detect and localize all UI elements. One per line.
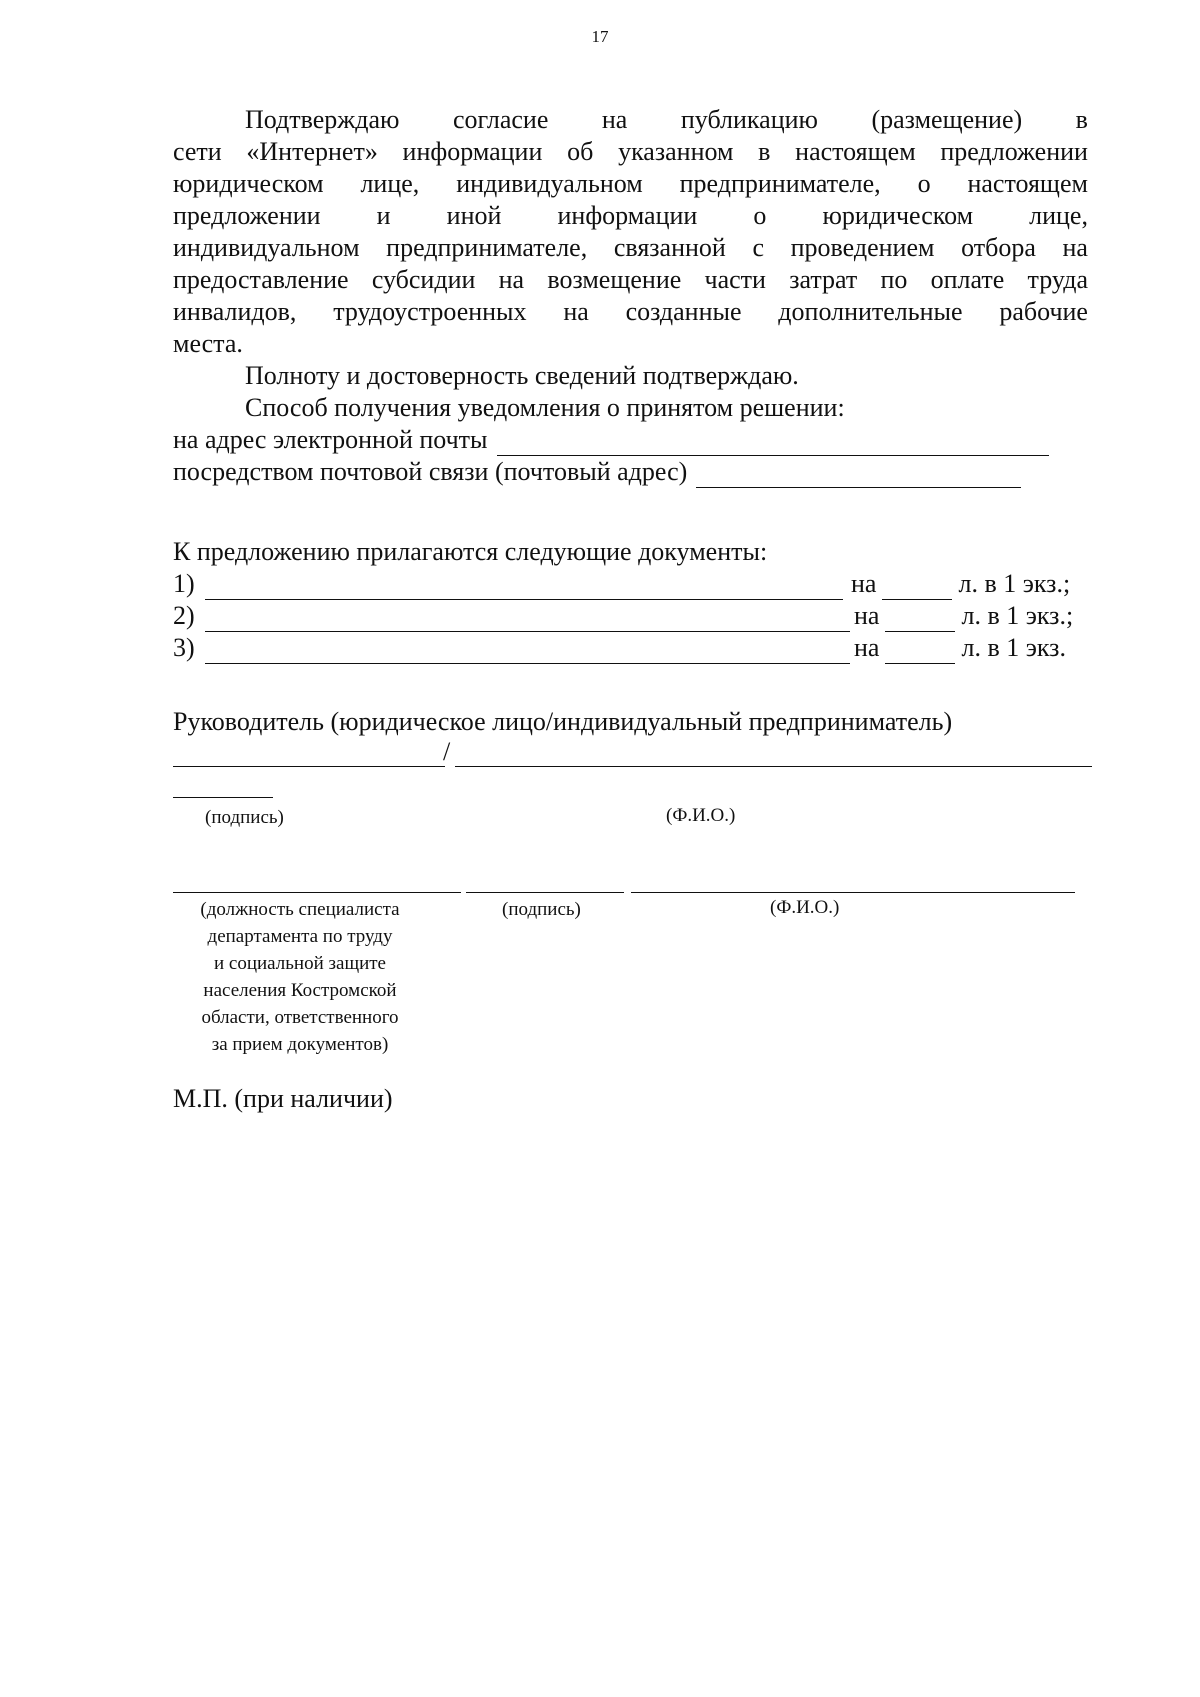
attachment-number: 2) xyxy=(173,601,195,630)
word: «Интернет» xyxy=(246,137,378,166)
consent-line xyxy=(173,296,1088,328)
attachments-header: К предложению прилагаются следующие документы: xyxy=(173,537,768,566)
word: рабочие xyxy=(999,297,1088,326)
word: предпринимателе, xyxy=(386,233,588,262)
specialist-signature-field[interactable] xyxy=(466,892,624,893)
word: Подтверждаю xyxy=(245,105,400,134)
attachment-name-field[interactable] xyxy=(205,607,850,632)
word: инвалидов, xyxy=(173,297,297,326)
word: информации xyxy=(402,137,543,166)
word: предоставление xyxy=(173,265,349,294)
word: предпринимателе, xyxy=(679,169,881,198)
caption-line: и социальной защите xyxy=(214,953,386,974)
consent-line xyxy=(173,200,1088,232)
completeness-statement: Полноту и достоверность сведений подтверждаю. xyxy=(245,361,799,390)
signature-separator: / xyxy=(443,737,451,766)
word: на xyxy=(498,265,525,294)
attachment-on: на xyxy=(854,601,880,630)
word: индивидуальном xyxy=(456,169,643,198)
word: о xyxy=(917,169,931,198)
attachment-on: на xyxy=(851,569,877,598)
attachment-sheets-suffix: л. в 1 экз.; xyxy=(961,601,1074,630)
word: на xyxy=(1062,233,1088,262)
word: юридическом xyxy=(822,201,974,230)
attachments-section xyxy=(173,536,1088,664)
email-row xyxy=(173,424,1088,456)
attachment-number: 3) xyxy=(173,633,195,662)
head-name-field[interactable] xyxy=(455,766,1092,767)
word: части xyxy=(704,265,766,294)
specialist-name-caption: (Ф.И.О.) xyxy=(770,897,840,918)
word: информации xyxy=(557,201,698,230)
word: затрат xyxy=(789,265,858,294)
specialist-signature-caption: (подпись) xyxy=(502,899,581,920)
word: (размещение) xyxy=(871,105,1023,134)
consent-line xyxy=(173,104,1088,136)
attachment-sheets-field[interactable] xyxy=(885,639,955,664)
attachment-number: 1) xyxy=(173,569,195,598)
word: с xyxy=(752,233,765,262)
consent-line xyxy=(173,232,1088,264)
attachment-sheets-suffix: л. в 1 экз.; xyxy=(958,569,1071,598)
word: лице, xyxy=(360,169,420,198)
word: предложении xyxy=(173,201,321,230)
attachment-sheets-suffix: л. в 1 экз. xyxy=(961,633,1066,662)
word: об xyxy=(567,137,594,166)
head-signature-underline xyxy=(173,797,273,798)
page-number: 17 xyxy=(591,27,609,46)
consent-line xyxy=(173,136,1088,168)
specialist-position-field[interactable] xyxy=(173,892,461,893)
word: юридическом xyxy=(173,169,324,198)
word: возмещение xyxy=(547,265,682,294)
word: настоящем xyxy=(795,137,916,166)
caption-line: (должность специалиста xyxy=(200,899,400,920)
word: субсидии xyxy=(371,265,476,294)
attachment-name-field[interactable] xyxy=(205,575,843,600)
caption-line: за прием документов) xyxy=(211,1034,389,1055)
specialist-position-caption xyxy=(180,896,420,1058)
word: труда xyxy=(1027,265,1088,294)
word: оплате xyxy=(930,265,1005,294)
stamp-label: М.П. (при наличии) xyxy=(173,1084,393,1113)
consent-last-line: места. xyxy=(173,329,243,358)
caption-line: населения Костромской xyxy=(203,980,397,1001)
word: на xyxy=(601,105,628,134)
word: дополнительные xyxy=(778,297,963,326)
word: на xyxy=(563,297,589,326)
attachment-row xyxy=(173,568,1088,600)
postal-address-field[interactable] xyxy=(696,463,1021,488)
attachment-sheets-field[interactable] xyxy=(885,607,955,632)
word: трудоустроенных xyxy=(333,297,527,326)
attachment-sheets-field[interactable] xyxy=(882,575,952,600)
email-label: на адрес электронной почты xyxy=(173,425,488,454)
consent-line xyxy=(173,168,1088,200)
word: в xyxy=(1075,105,1088,134)
caption-line: области, ответственного xyxy=(201,1007,399,1028)
attachment-on: на xyxy=(854,633,880,662)
word: иной xyxy=(446,201,502,230)
notification-method-label: Способ получения уведомления о принятом решении: xyxy=(245,393,845,422)
consent-line xyxy=(173,264,1088,296)
word: связанной xyxy=(613,233,726,262)
head-signature-caption: (подпись) xyxy=(205,807,284,828)
email-field[interactable] xyxy=(497,431,1049,456)
word: лице, xyxy=(1029,201,1088,230)
specialist-name-field[interactable] xyxy=(631,892,1075,893)
word: по xyxy=(880,265,908,294)
word: согласие xyxy=(452,105,549,134)
word: сети xyxy=(173,137,222,166)
attachment-row xyxy=(173,632,1088,664)
post-row xyxy=(173,456,1088,488)
post-label: посредством почтовой связи (почтовый адрес) xyxy=(173,457,688,486)
word: публикацию xyxy=(680,105,818,134)
head-signature-field[interactable] xyxy=(173,766,445,767)
caption-line: департамента по труду xyxy=(207,926,393,947)
head-name-caption: (Ф.И.О.) xyxy=(666,805,736,826)
word: настоящем xyxy=(967,169,1088,198)
word: созданные xyxy=(625,297,742,326)
attachment-name-field[interactable] xyxy=(205,639,850,664)
head-title: Руководитель (юридическое лицо/индивидуальный предприниматель) xyxy=(173,707,953,736)
word: проведением xyxy=(790,233,935,262)
word: отбора xyxy=(961,233,1036,262)
attachment-row xyxy=(173,600,1088,632)
word: предложении xyxy=(940,137,1088,166)
word: индивидуальном xyxy=(173,233,360,262)
consent-paragraph xyxy=(173,104,1088,488)
word: и xyxy=(376,201,391,230)
word: в xyxy=(758,137,771,166)
word: о xyxy=(753,201,767,230)
word: указанном xyxy=(618,137,734,166)
